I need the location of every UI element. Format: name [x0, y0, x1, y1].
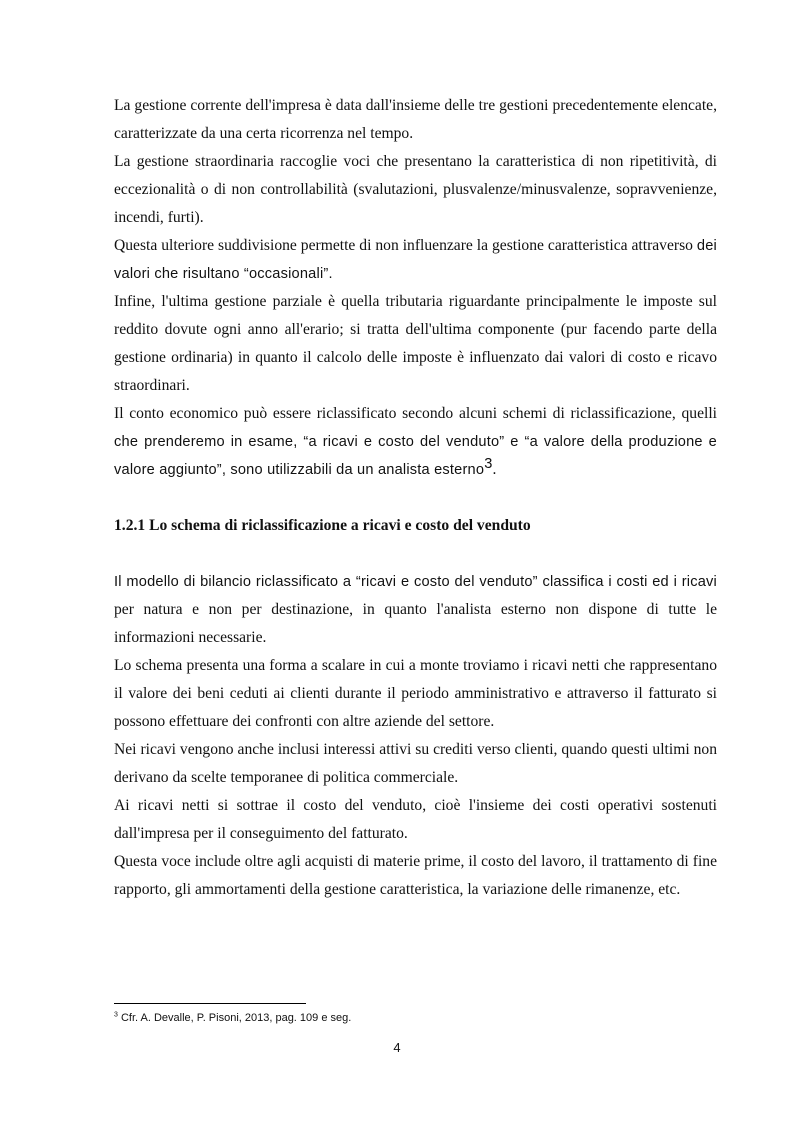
paragraph-costo-venduto: Ai ricavi netti si sottrae il costo del venduto, cioè l'insieme dei costi operativi sostenuti dall'impresa per il conseguimento del fatturato.: [114, 797, 717, 842]
paragraph-suddivisione: [114, 232, 717, 288]
page-body: [114, 92, 717, 904]
paragraph-conto-economico-line2: che prenderemo in esame, “a ricavi e costo del venduto” e “a valore della produzione e valore aggiunto”, sono utilizzabili da un analista esterno: [114, 434, 717, 478]
footnote-marker: 3: [114, 1011, 118, 1019]
paragraph-modello-bilancio: [114, 568, 717, 652]
paragraph-modello-bilancio-line1: Il modello di bilancio riclassificato a “ricavi e costo del venduto” classifica i costi ed i ricavi: [114, 574, 717, 590]
paragraph-conto-economico-end: .: [492, 461, 497, 478]
paragraph-gestione-tributaria: Infine, l'ultima gestione parziale è quella tributaria riguardante principalmente le imposte sul reddito dovute ogni anno all'erario; si tratta dell'ultima componente (pur facendo parte della gestione ordinaria) in quanto il calcolo delle imposte è influenzato dai valori di costo e ricavo straordinari.: [114, 293, 717, 394]
paragraph-conto-economico: [114, 400, 717, 484]
paragraph-gestione-straordinaria: La gestione straordinaria raccoglie voci che presentano la caratteristica di non ripetitività, di eccezionalità o di non controllabilità (svalutazioni, plusvalenze/minusvalenze, sopravvenienze, incendi, furti).: [114, 153, 717, 226]
paragraph-suddivisione-line2: dei valori che risultano “occasionali”.: [114, 238, 717, 282]
paragraph-voce: Questa voce include oltre agli acquisti di materie prime, il costo del lavoro, il trattamento di fine rapporto, gli ammortamenti della gestione caratteristica, la variazione delle rimanenze, etc.: [114, 853, 717, 898]
paragraph-gestione-corrente: La gestione corrente dell'impresa è data dall'insieme delle tre gestioni precedentemente elencate, caratterizzate da una certa ricorrenza nel tempo.: [114, 97, 717, 142]
paragraph-suddivisione-line1: Questa ulteriore suddivisione permette di non influenzare la gestione caratteristica attraverso: [114, 237, 693, 254]
footnote-text: Cfr. A. Devalle, P. Pisoni, 2013, pag. 109 e seg.: [117, 1012, 352, 1024]
footnote: [114, 1012, 351, 1024]
footnote-reference[interactable]: 3: [484, 455, 493, 472]
paragraph-conto-economico-line1: Il conto economico può essere riclassificato secondo alcuni schemi di riclassificazione, quelli: [114, 405, 717, 422]
page-number: 4: [393, 1040, 401, 1055]
paragraph-modello-bilancio-rest: per natura e non per destinazione, in quanto l'analista esterno non dispone di tutte le informazioni necessarie.: [114, 601, 717, 646]
section-heading: 1.2.1 Lo schema di riclassificazione a ricavi e costo del venduto: [114, 517, 531, 534]
footnote-divider: [114, 1003, 306, 1004]
paragraph-schema: Lo schema presenta una forma a scalare in cui a monte troviamo i ricavi netti che rappresentano il valore dei beni ceduti ai clienti durante il periodo amministrativo e attraverso il fatturato si possono effettuare dei confronti con altre aziende del settore.: [114, 657, 717, 730]
paragraph-ricavi: Nei ricavi vengono anche inclusi interessi attivi su crediti verso clienti, quando questi ultimi non derivano da scelte temporanee di politica commerciale.: [114, 741, 717, 786]
